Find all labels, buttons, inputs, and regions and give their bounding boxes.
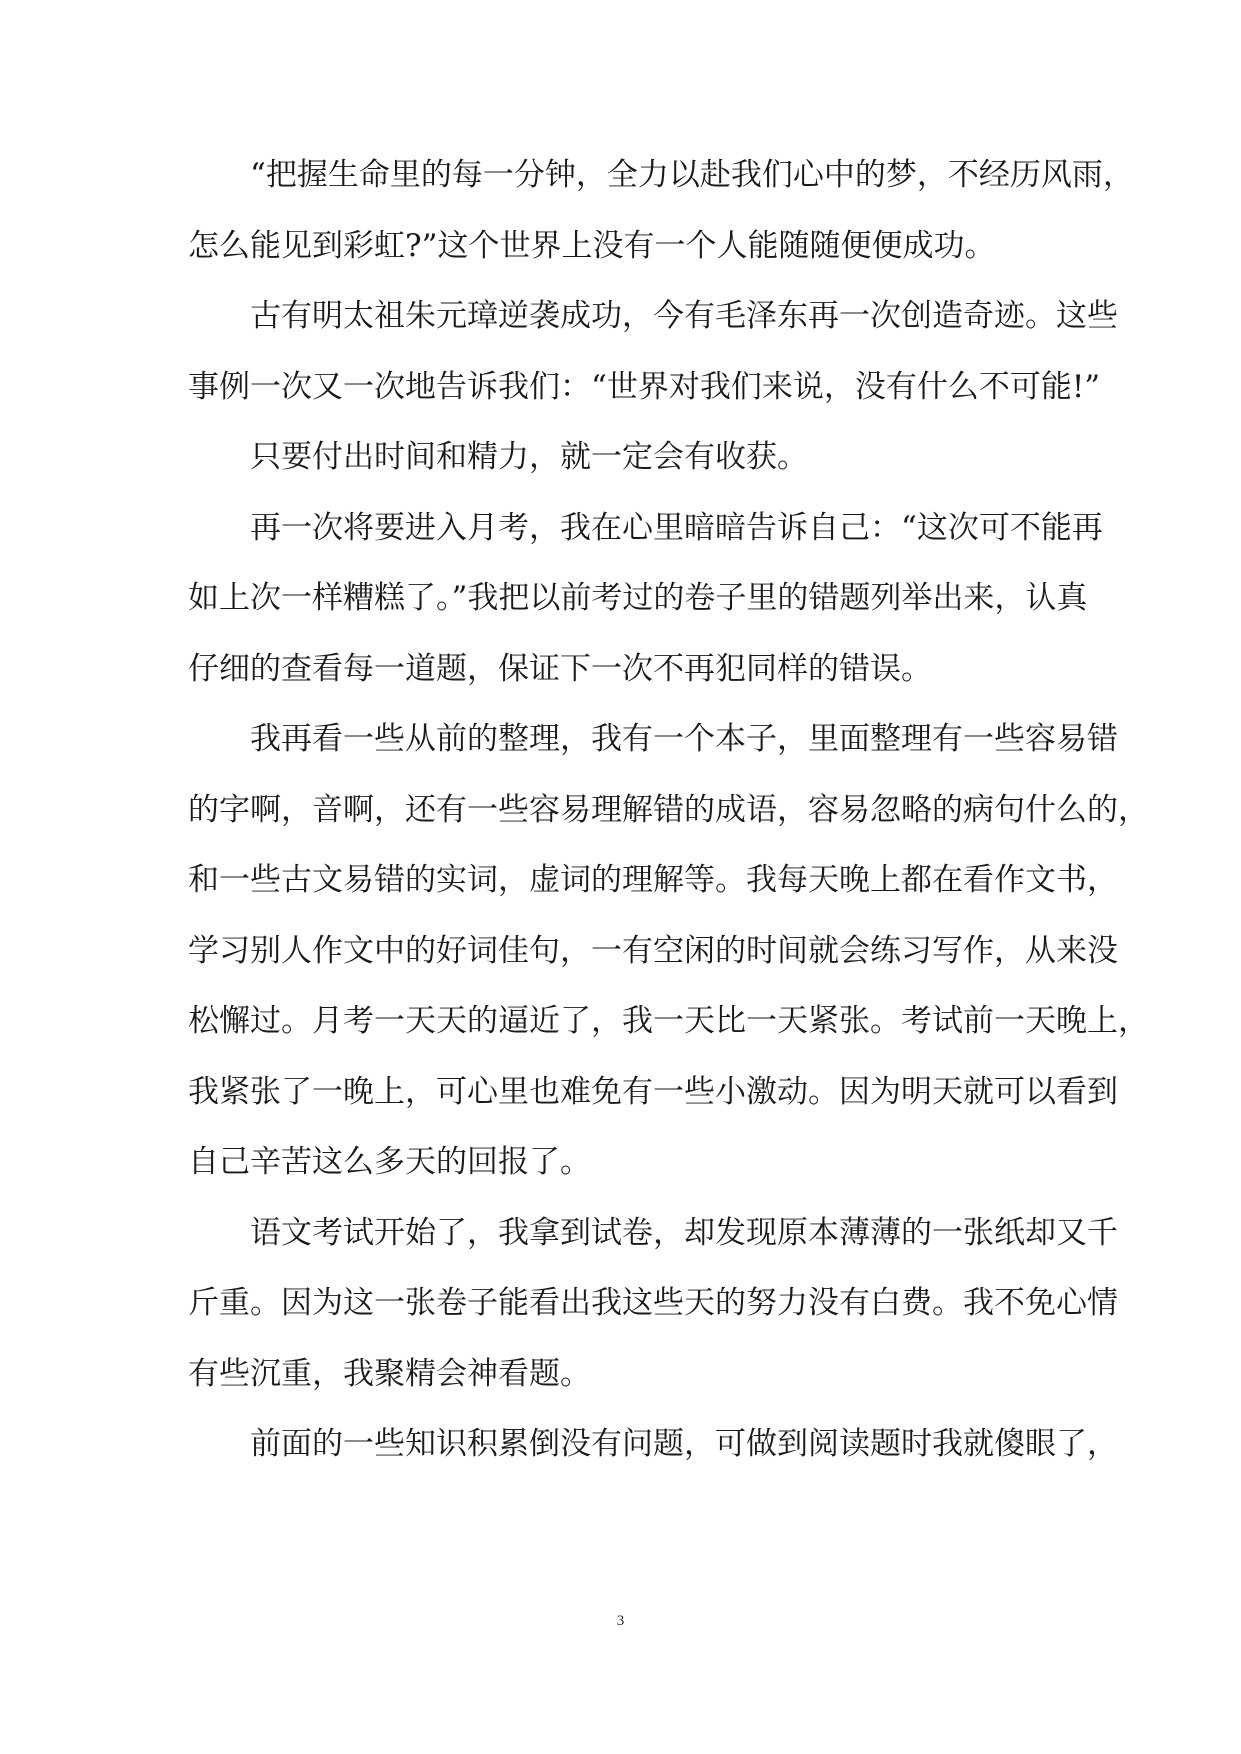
text-line: 古有明太祖朱元璋逆袭成功，今有毛泽东再一次创造奇迹。这些 [250,298,1118,334]
text-line: 怎么能见到彩虹?”这个世界上没有一个人能随随便便成功。 [188,227,996,264]
text-line: 仔细的查看每一道题，保证下一次不再犯同样的错误。 [188,650,932,687]
text-line: 学习别人作文中的好词佳句，一有空闲的时间就会练习写作，从来没 [188,932,1118,969]
text-line: 有些沉重，我聚精会神看题。 [188,1355,591,1392]
text-line: 和一些古文易错的实词，虚词的理解等。我每天晚上都在看作文书， [188,862,1118,898]
text-line: 的字啊，音啊，还有一些容易理解错的成语，容易忽略的病句什么的， [188,791,1149,828]
text-line: 如上次一样糟糕了。”我把以前考过的卷子里的错题列举出来，认真 [188,580,1088,616]
text-line: 再一次将要进入月考，我在心里暗暗告诉自己：“这次可不能再 [250,509,1103,546]
text-line: 语文考试开始了，我拿到试卷，却发现原本薄薄的一张纸却又千 [250,1214,1118,1251]
text-line: 自己辛苦这么多天的回报了。 [188,1144,591,1180]
text-line: 前面的一些知识积累倒没有问题，可做到阅读题时我就傻眼了， [250,1426,1118,1462]
body-text [188,140,1149,1480]
page-number: 3 [616,1613,625,1629]
text-line: 我紧张了一晚上，可心里也难免有一些小激动。因为明天就可以看到 [188,1073,1118,1110]
text-line: 只要付出时间和精力，就一定会有收获。 [250,439,808,475]
text-line: 松懈过。月考一天天的逼近了，我一天比一天紧张。考试前一天晚上， [188,1003,1149,1039]
text-line: 事例一次又一次地告诉我们：“世界对我们来说，没有什么不可能!” [188,368,1101,405]
text-line: “把握生命里的每一分钟，全力以赴我们心中的梦，不经历风雨， [250,157,1134,193]
text-line: 斤重。因为这一张卷子能看出我这些天的努力没有白费。我不免心情 [188,1285,1118,1321]
text-line: 我再看一些从前的整理，我有一个本子，里面整理有一些容易错 [250,721,1118,757]
